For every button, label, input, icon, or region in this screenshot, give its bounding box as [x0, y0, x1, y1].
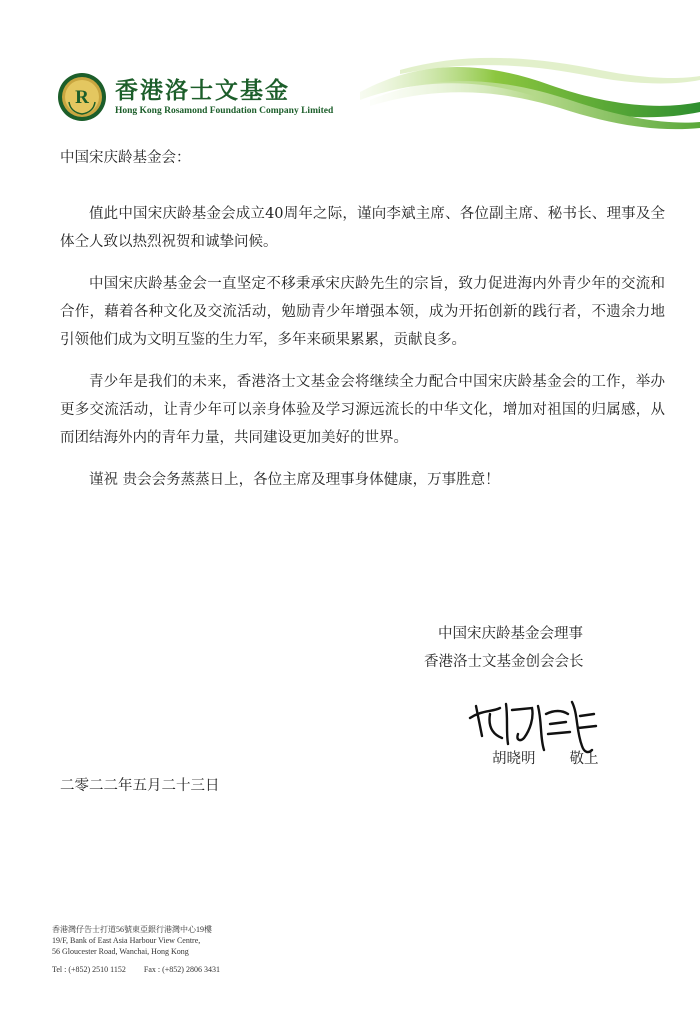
paragraph-2: 中国宋庆龄基金会一直坚定不移秉承宋庆龄先生的宗旨，致力促进海内外青少年的交流和合作，藉着各种文化及交流活动，勉励青少年增强本领，成为开拓创新的践行者，不遗余力地引领他们成为文明互鉴的生力军，多年来硕果累累，贡献良多。	[60, 276, 665, 348]
paragraph-4: 谨祝 贵会会务蒸蒸日上，各位主席及理事身体健康，万事胜意！	[89, 472, 500, 488]
paragraph-1: 值此中国宋庆龄基金会成立40周年之际，谨向李斌主席、各位副主席、秘书长、理事及全体仝人致以热烈祝贺和诚挚问候。	[60, 206, 665, 250]
footer-address-en-2: 56 Gloucester Road, Wanchai, Hong Kong	[52, 947, 189, 956]
footer-address-en-1: 19/F, Bank of East Asia Harbour View Centre,	[52, 936, 201, 945]
foundation-name-en: Hong Kong Rosamond Foundation Company Limited	[115, 105, 334, 116]
closing-word: 敬上	[569, 751, 599, 767]
letter-date: 二零二二年五月二十三日	[60, 778, 220, 794]
salutation: 中国宋庆龄基金会：	[60, 150, 191, 166]
signer-title-1: 中国宋庆龄基金会理事	[438, 626, 583, 642]
paragraph-3: 青少年是我们的未来，香港洛士文基金会将继续全力配合中国宋庆龄基金会的工作，举办更多交流活动，让青少年可以亲身体验及学习源远流长的中华文化，增加对祖国的归属感，从而团结海外内的青年力量，共同建设更加美好的世界。	[60, 374, 665, 446]
green-swoosh-icon	[360, 40, 700, 140]
signer-name: 胡晓明	[492, 751, 536, 767]
svg-text:R: R	[75, 87, 89, 108]
footer-fax: Fax : (+852) 2806 3431	[143, 965, 220, 974]
footer-contact	[52, 964, 220, 975]
letterhead-logo	[57, 72, 333, 122]
rosamond-logo-icon	[57, 72, 107, 122]
signer-line	[492, 745, 599, 773]
foundation-name-cn: 香港洛士文基金	[115, 77, 290, 104]
footer-tel: Tel : (+852) 2510 1152	[52, 965, 126, 974]
footer-address-cn: 香港灣仔告士打道56號東亞銀行港灣中心19樓	[52, 925, 212, 934]
signer-title-2: 香港洛士文基金创会会长	[424, 654, 584, 670]
